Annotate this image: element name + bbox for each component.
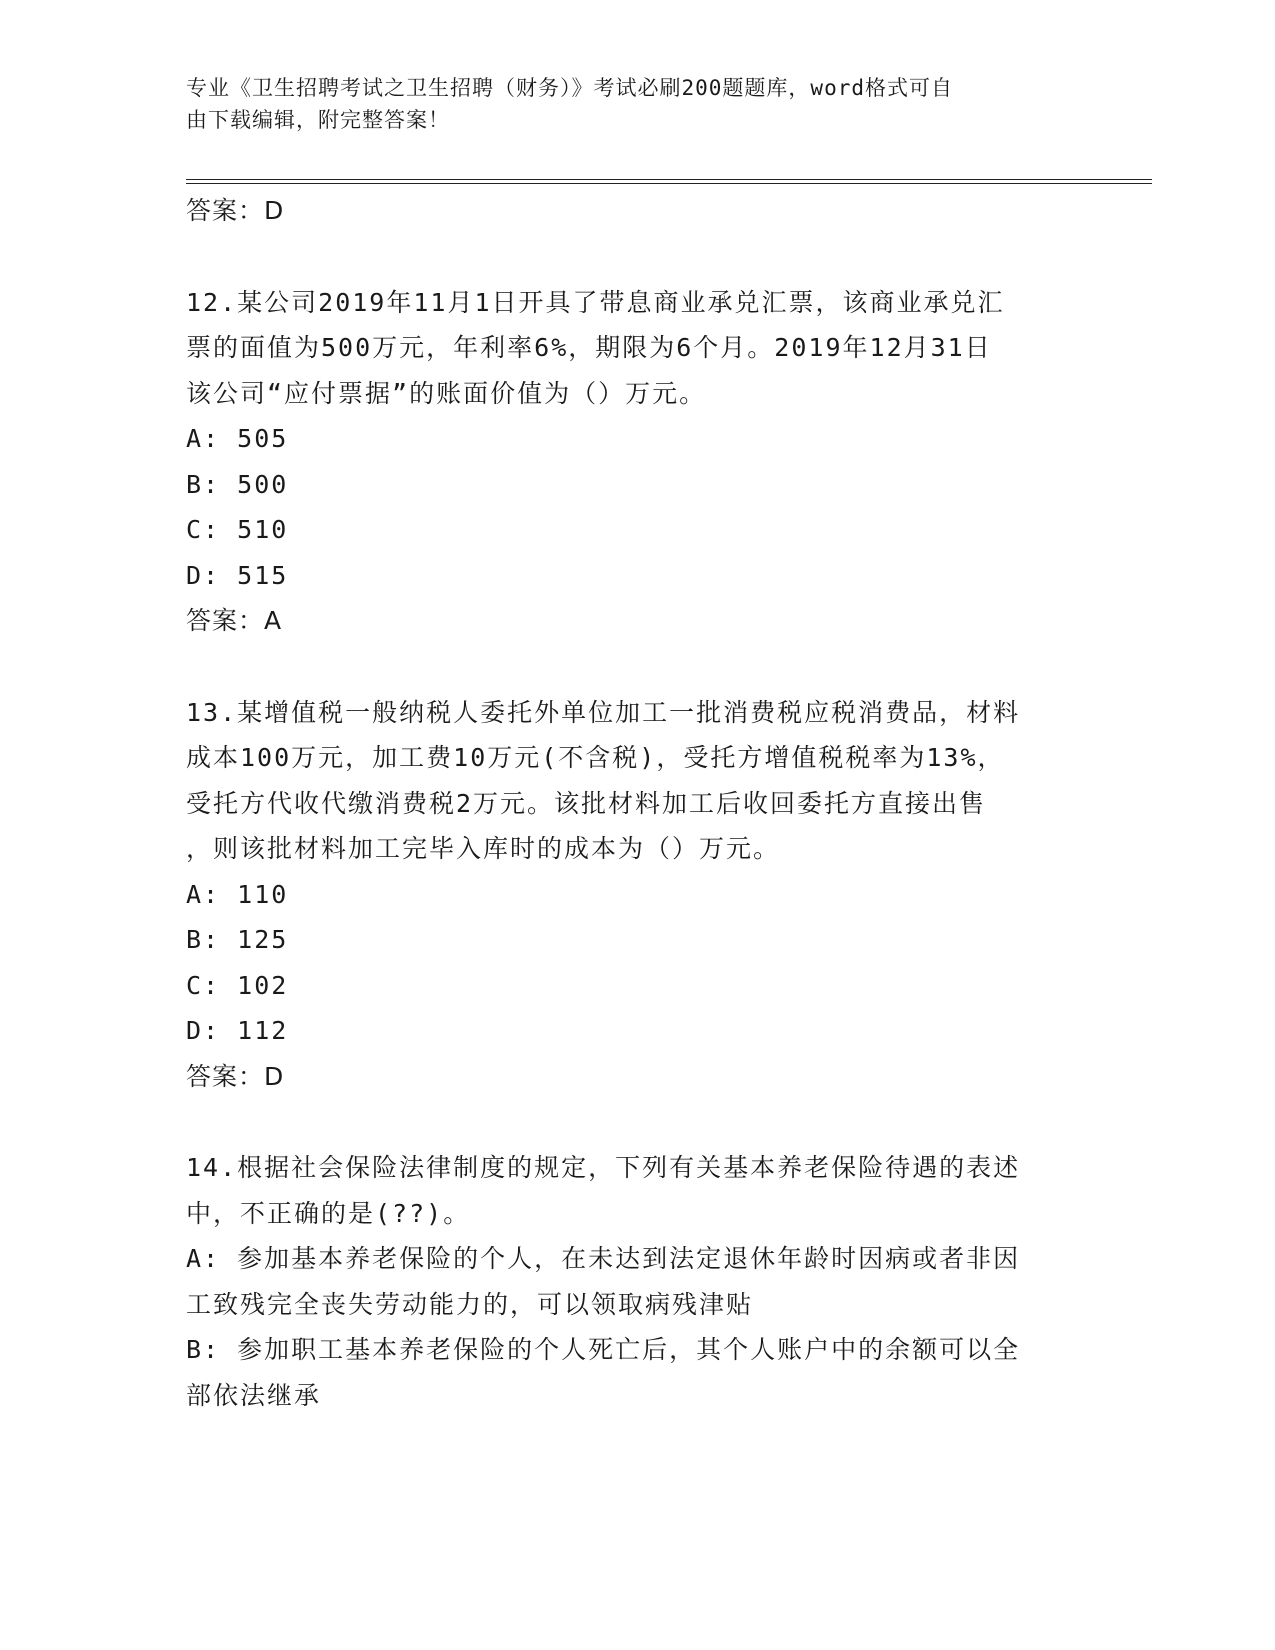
option-b: B: 125 (186, 925, 289, 954)
question-stem-line: 13.某增值税一般纳税人委托外单位加工一批消费税应税消费品，材料 (186, 697, 1021, 727)
option-c: C: 102 (186, 970, 289, 1000)
option-a: A: 505 (186, 424, 289, 453)
spacer (186, 644, 1086, 690)
question-stem-line: 受托方代收代缴消费税2万元。该批材料加工后收回委托方直接出售 (186, 788, 987, 818)
header-divider (186, 179, 1152, 180)
answer-line: 答案：D (186, 196, 285, 225)
question-stem-line: 成本100万元，加工费10万元(不含税)，受托方增值税税率为13%， (186, 743, 1005, 772)
question-14 (186, 1145, 1086, 1418)
question-list (186, 188, 1086, 1418)
question-stem-line: 中，不正确的是(??)。 (186, 1198, 471, 1228)
question-12 (186, 280, 1086, 644)
option-b: B: 500 (186, 469, 289, 499)
option-c: C: 510 (186, 515, 289, 544)
option-a-continued: 工致残完全丧失劳动能力的，可以领取病残津贴 (186, 1289, 754, 1319)
option-d: D: 112 (186, 1016, 289, 1045)
page-header (186, 72, 1086, 136)
question-stem-line: ，则该批材料加工完毕入库时的成本为（）万元。 (186, 834, 781, 863)
question-stem-line: 14.根据社会保险法律制度的规定，下列有关基本养老保险待遇的表述 (186, 1153, 1021, 1182)
answer-line: 答案：A (186, 606, 283, 635)
option-d: D: 515 (186, 560, 289, 590)
question-13 (186, 690, 1086, 1100)
header-line: 由下载编辑，附完整答案！ (186, 108, 450, 132)
question-stem-line: 票的面值为500万元，年利率6%，期限为6个月。2019年12月31日 (186, 333, 992, 362)
question-stem-line: 该公司“应付票据”的账面价值为（）万元。 (186, 378, 707, 408)
answer-line: 答案：D (186, 1061, 285, 1091)
option-b: B: 参加职工基本养老保险的个人死亡后，其个人账户中的余额可以全 (186, 1335, 1021, 1364)
spacer (186, 234, 1086, 280)
option-a: A: 110 (186, 879, 289, 909)
header-line: 专业《卫生招聘考试之卫生招聘（财务）》考试必刷200题题库，word格式可自 (186, 76, 953, 100)
option-a: A: 参加基本养老保险的个人，在未达到法定退休年龄时因病或者非因 (186, 1244, 1021, 1273)
option-b-continued: 部依法继承 (186, 1380, 322, 1410)
question-stem-line: 12.某公司2019年11月1日开具了带息商业承兑汇票，该商业承兑汇 (186, 287, 1005, 317)
spacer (186, 1099, 1086, 1145)
header-divider (186, 183, 1152, 184)
